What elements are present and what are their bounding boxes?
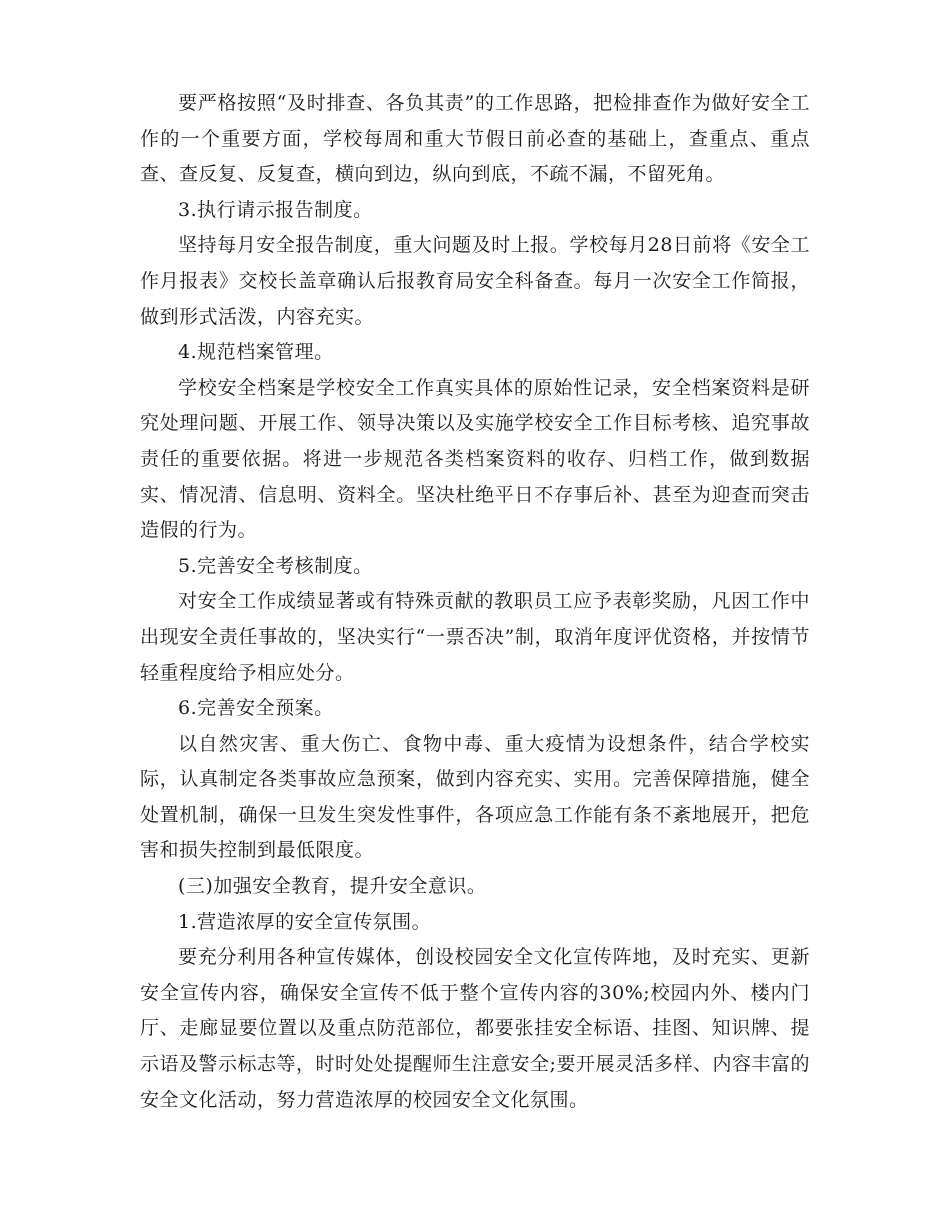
paragraph-safety-publicity: 要充分利用各种宣传媒体，创设校园安全文化宣传阵地，及时充实、更新安全宣传内容，确保安全宣传不低于整个宣传内容的30%;校园内外、楼内门厅、走廊显要位置以及重点防范部位，都要张挂安全标语、挂图、知识牌、提示语及警示标志等，时时处处提醒师生注意安全;要开展灵活多样、内容丰富的安全文化活动，努力营造浓厚的校园安全文化氛围。 <box>140 946 810 1111</box>
heading-safety-atmosphere: 1.营造浓厚的安全宣传氛围。 <box>178 910 432 933</box>
paragraph-rewards-penalties: 对安全工作成绩显著或有特殊贡献的教职员工应予表彰奖励，凡因工作中出现安全责任事故的，坚决实行“一票否决”制，取消年度评优资格，并按情节轻重程度给予相应处分。 <box>140 590 810 684</box>
heading-assessment-system: 5.完善安全考核制度。 <box>178 554 373 577</box>
heading-safety-plans: 6.完善安全预案。 <box>178 697 334 720</box>
paragraph-emergency-plans: 以自然灾害、重大伤亡、食物中毒、重大疫情为设想条件，结合学校实际，认真制定各类事故应急预案，做到内容充实、实用。完善保障措施，健全处置机制，确保一旦发生突发性事件，各项应急工作能有条不紊地展开，把危害和损失控制到最低限度。 <box>140 732 810 862</box>
heading-safety-education: (三)加强安全教育，提升安全意识。 <box>178 875 487 898</box>
heading-reporting-system: 3.执行请示报告制度。 <box>178 198 373 221</box>
paragraph-archive-records: 学校安全档案是学校安全工作真实具体的原始性记录，安全档案资料是研究处理问题、开展工作、领导决策以及实施学校安全工作目标考核、追究事故责任的重要依据。将进一步规范各类档案资料的收存、归档工作，做到数据实、情况清、信息明、资料全。坚决杜绝平日不存事后补、甚至为迎查而突击造假的行为。 <box>140 376 810 542</box>
paragraph-safety-inspection: 要严格按照“及时排查、各负其责”的工作思路，把检排查作为做好安全工作的一个重要方面，学校每周和重大节假日前必查的基础上，查重点、重点查、查反复、反复查，横向到边，纵向到底，不疏不漏，不留死角。 <box>140 92 810 186</box>
document-body <box>140 86 810 1118</box>
heading-archive-management: 4.规范档案管理。 <box>178 341 334 364</box>
paragraph-monthly-report: 坚持每月安全报告制度，重大问题及时上报。学校每月28日前将《安全工作月报表》交校长盖章确认后报教育局安全科备查。每月一次安全工作简报，做到形式活泼，内容充实。 <box>140 234 810 328</box>
